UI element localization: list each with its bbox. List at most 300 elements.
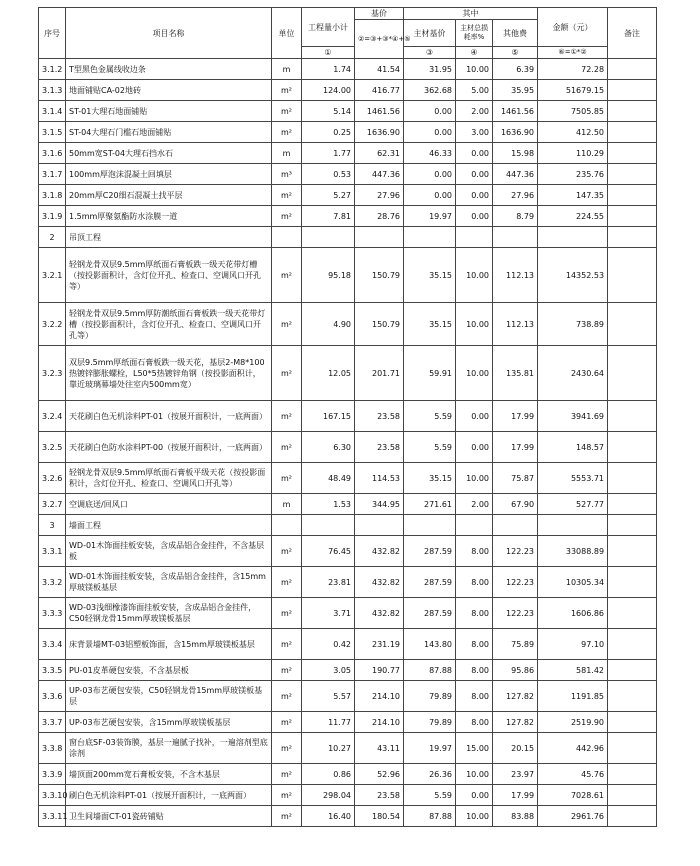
unit-cell: m²	[272, 785, 302, 806]
header-unit: 单位	[272, 8, 302, 59]
qty-cell: 5.27	[302, 185, 355, 206]
main-price-cell: 0.00	[404, 164, 456, 185]
row-number: 3.1.8	[39, 185, 66, 206]
remark-cell	[608, 227, 657, 248]
unit-cell: m²	[272, 122, 302, 143]
row-number: 3.3.3	[39, 598, 66, 629]
item-name: T型黑色金属线收边条	[66, 59, 272, 80]
item-name: 空调底送/回风口	[66, 494, 272, 515]
other-cost-cell: 8.79	[493, 206, 538, 227]
amount-cell: 110.29	[538, 143, 608, 164]
header-mark-loss: ④	[456, 47, 493, 59]
loss-rate-cell: 8.00	[456, 629, 493, 660]
main-price-cell: 79.89	[404, 681, 456, 712]
remark-cell	[608, 598, 657, 629]
header-main-price: 主材基价	[404, 20, 456, 47]
header-seq: 序号	[39, 8, 66, 59]
row-number: 3.2.2	[39, 303, 66, 346]
other-cost-cell: 83.88	[493, 806, 538, 827]
unit-cell: m²	[272, 303, 302, 346]
loss-rate-cell: 0.00	[456, 164, 493, 185]
item-name: 1.5mm厚聚氨酯防水涂膜一道	[66, 206, 272, 227]
table-row	[39, 660, 657, 681]
header-unit-price: 基价	[355, 8, 404, 20]
loss-rate-cell: 10.00	[456, 764, 493, 785]
main-price-cell: 19.97	[404, 206, 456, 227]
qty-cell: 1.53	[302, 494, 355, 515]
loss-rate-cell: 8.00	[456, 660, 493, 681]
item-name: 天花刷白色无机涂料PT-01（按展开面积计，一底两面）	[66, 401, 272, 432]
amount-cell: 72.28	[538, 59, 608, 80]
other-cost-cell: 17.99	[493, 401, 538, 432]
item-name: 地面铺贴CA-02地砖	[66, 80, 272, 101]
qty-cell: 124.00	[302, 80, 355, 101]
other-cost-cell: 23.97	[493, 764, 538, 785]
other-cost-cell: 1636.90	[493, 122, 538, 143]
empty-cell	[302, 227, 355, 248]
item-name: 轻钢龙骨双层9.5mm厚防潮纸面石膏板跌一级天花带灯槽（按投影面积计，含灯位开孔、检查口、空调风口开孔等）	[66, 303, 272, 346]
loss-rate-cell: 8.00	[456, 712, 493, 733]
empty-cell	[404, 227, 456, 248]
unit-cell: m²	[272, 536, 302, 567]
table-row	[39, 629, 657, 660]
table-row	[39, 463, 657, 494]
other-cost-cell: 67.90	[493, 494, 538, 515]
remark-cell	[608, 806, 657, 827]
amount-cell: 5553.71	[538, 463, 608, 494]
table-row	[39, 206, 657, 227]
item-name: UP-03布艺硬包安装，含15mm厚玻镁板基层	[66, 712, 272, 733]
unit-price-cell: 43.11	[355, 733, 404, 764]
table-row	[39, 785, 657, 806]
qty-cell: 0.25	[302, 122, 355, 143]
table-row	[39, 567, 657, 598]
unit-cell: m²	[272, 567, 302, 598]
unit-cell: m²	[272, 733, 302, 764]
other-cost-cell: 112.13	[493, 303, 538, 346]
other-cost-cell: 75.87	[493, 463, 538, 494]
row-number: 2	[39, 227, 66, 248]
qty-cell: 167.15	[302, 401, 355, 432]
empty-cell	[355, 515, 404, 536]
remark-cell	[608, 303, 657, 346]
row-number: 3.3.1	[39, 536, 66, 567]
loss-rate-cell: 8.00	[456, 598, 493, 629]
row-number: 3.1.3	[39, 80, 66, 101]
header-of-which: 其中	[404, 8, 538, 20]
table-row	[39, 346, 657, 401]
amount-cell: 442.96	[538, 733, 608, 764]
loss-rate-cell: 10.00	[456, 463, 493, 494]
other-cost-cell: 447.36	[493, 164, 538, 185]
header-amount-formula: ⑥=①*②	[538, 47, 608, 59]
unit-price-cell: 214.10	[355, 681, 404, 712]
table-row	[39, 80, 657, 101]
other-cost-cell: 122.23	[493, 567, 538, 598]
main-price-cell: 5.59	[404, 785, 456, 806]
table-row	[39, 143, 657, 164]
qty-cell: 0.53	[302, 164, 355, 185]
remark-cell	[608, 494, 657, 515]
table-row	[39, 712, 657, 733]
item-name: 轻钢龙骨双层9.5mm厚纸面石膏板平级天花（按投影面积计，含灯位开孔、检查口、空调风口开孔等）	[66, 463, 272, 494]
table-row	[39, 494, 657, 515]
main-price-cell: 5.59	[404, 432, 456, 463]
remark-cell	[608, 536, 657, 567]
amount-cell: 235.76	[538, 164, 608, 185]
loss-rate-cell: 0.00	[456, 432, 493, 463]
empty-cell	[272, 227, 302, 248]
qty-cell: 298.04	[302, 785, 355, 806]
unit-price-cell: 28.76	[355, 206, 404, 227]
unit-cell: m²	[272, 101, 302, 122]
unit-cell: m²	[272, 463, 302, 494]
row-number: 3.3.5	[39, 660, 66, 681]
item-name: ST-04大理石门槛石地面铺贴	[66, 122, 272, 143]
main-price-cell: 287.59	[404, 567, 456, 598]
table-body	[39, 59, 657, 827]
header-other: 其他费	[493, 20, 538, 47]
unit-cell: m²	[272, 629, 302, 660]
amount-cell: 581.42	[538, 660, 608, 681]
table-row	[39, 101, 657, 122]
row-number: 3.3.2	[39, 567, 66, 598]
other-cost-cell: 135.81	[493, 346, 538, 401]
other-cost-cell: 35.95	[493, 80, 538, 101]
other-cost-cell: 17.99	[493, 432, 538, 463]
amount-cell: 738.89	[538, 303, 608, 346]
unit-price-cell: 1636.90	[355, 122, 404, 143]
amount-cell: 45.76	[538, 764, 608, 785]
row-number: 3.3.10	[39, 785, 66, 806]
loss-rate-cell: 0.00	[456, 143, 493, 164]
loss-rate-cell: 8.00	[456, 536, 493, 567]
unit-price-cell: 201.71	[355, 346, 404, 401]
header-amount: 金额（元）	[538, 8, 608, 47]
other-cost-cell: 122.23	[493, 598, 538, 629]
other-cost-cell: 27.96	[493, 185, 538, 206]
qty-cell: 0.86	[302, 764, 355, 785]
unit-price-cell: 1461.56	[355, 101, 404, 122]
remark-cell	[608, 80, 657, 101]
remark-cell	[608, 101, 657, 122]
table-row	[39, 733, 657, 764]
other-cost-cell: 122.23	[493, 536, 538, 567]
header-unit-price-formula: ②=③+③*④+⑤	[355, 20, 404, 59]
amount-cell: 7505.85	[538, 101, 608, 122]
item-name: WD-01木饰面挂板安装，含成品铝合金挂件，含15mm厚玻镁板基层	[66, 567, 272, 598]
main-price-cell: 87.88	[404, 660, 456, 681]
remark-cell	[608, 59, 657, 80]
qty-cell: 95.18	[302, 248, 355, 303]
main-price-cell: 31.95	[404, 59, 456, 80]
main-price-cell: 26.36	[404, 764, 456, 785]
amount-cell: 14352.53	[538, 248, 608, 303]
loss-rate-cell: 0.00	[456, 401, 493, 432]
row-number: 3.1.7	[39, 164, 66, 185]
unit-cell: m²	[272, 248, 302, 303]
unit-cell: m²	[272, 401, 302, 432]
header-name: 项目名称	[66, 8, 272, 59]
other-cost-cell: 20.15	[493, 733, 538, 764]
main-price-cell: 59.91	[404, 346, 456, 401]
amount-cell: 1191.85	[538, 681, 608, 712]
table-row	[39, 536, 657, 567]
item-name: 20mm厚C20细石混凝土找平层	[66, 185, 272, 206]
amount-cell: 2961.76	[538, 806, 608, 827]
item-name: 天花刷白色防水涂料PT-00（按展开面积计，一底两面）	[66, 432, 272, 463]
header-mark-other: ⑤	[493, 47, 538, 59]
unit-price-cell: 190.77	[355, 660, 404, 681]
row-number: 3.3.8	[39, 733, 66, 764]
row-number: 3.2.4	[39, 401, 66, 432]
empty-cell	[404, 515, 456, 536]
amount-cell: 10305.34	[538, 567, 608, 598]
empty-cell	[538, 227, 608, 248]
other-cost-cell: 127.82	[493, 681, 538, 712]
qty-cell: 3.71	[302, 598, 355, 629]
unit-price-cell: 432.82	[355, 567, 404, 598]
empty-cell	[272, 515, 302, 536]
remark-cell	[608, 206, 657, 227]
empty-cell	[302, 515, 355, 536]
section-row	[39, 227, 657, 248]
remark-cell	[608, 515, 657, 536]
table-row	[39, 681, 657, 712]
unit-price-cell: 150.79	[355, 248, 404, 303]
main-price-cell: 0.00	[404, 185, 456, 206]
empty-cell	[493, 515, 538, 536]
row-number: 3.3.9	[39, 764, 66, 785]
item-name: 轻钢龙骨双层9.5mm厚纸面石膏板跌一级天花带灯槽（按投影面积计，含灯位开孔、检查口、空调风口开孔等）	[66, 248, 272, 303]
remark-cell	[608, 185, 657, 206]
item-name: 窗台底SF-03装饰膜，基层一遍腻子找补，一遍溶剂型底涂剂	[66, 733, 272, 764]
loss-rate-cell: 10.00	[456, 59, 493, 80]
unit-cell: m²	[272, 681, 302, 712]
table-row	[39, 185, 657, 206]
amount-cell: 2519.90	[538, 712, 608, 733]
unit-cell: m²	[272, 346, 302, 401]
item-name: 刷白色无机涂料PT-01（按展开面积计，一底两面）	[66, 785, 272, 806]
unit-price-cell: 447.36	[355, 164, 404, 185]
amount-cell: 51679.15	[538, 80, 608, 101]
main-price-cell: 271.61	[404, 494, 456, 515]
qty-cell: 7.81	[302, 206, 355, 227]
loss-rate-cell: 8.00	[456, 567, 493, 598]
table-row	[39, 248, 657, 303]
unit-price-cell: 432.82	[355, 598, 404, 629]
row-number: 3.3.6	[39, 681, 66, 712]
unit-price-cell: 62.31	[355, 143, 404, 164]
item-name: 床背景墙MT-03铝塑板饰面，含15mm厚玻镁板基层	[66, 629, 272, 660]
unit-cell: m²	[272, 660, 302, 681]
unit-price-cell: 150.79	[355, 303, 404, 346]
unit-cell: m	[272, 59, 302, 80]
empty-cell	[355, 227, 404, 248]
item-name: WD-03浅细橡漆饰面挂板安装，含成品铝合金挂件，C50轻钢龙骨15mm厚玻镁板基层	[66, 598, 272, 629]
item-name: ST-01大理石地面铺贴	[66, 101, 272, 122]
empty-cell	[538, 515, 608, 536]
item-name: 100mm厚泡沫混凝土回填层	[66, 164, 272, 185]
unit-price-cell: 23.58	[355, 785, 404, 806]
remark-cell	[608, 122, 657, 143]
main-price-cell: 87.88	[404, 806, 456, 827]
main-price-cell: 0.00	[404, 101, 456, 122]
item-name: 墙顶面200mm宽石膏板安装，不含木基层	[66, 764, 272, 785]
unit-cell: m	[272, 494, 302, 515]
loss-rate-cell: 0.00	[456, 785, 493, 806]
unit-cell: m²	[272, 185, 302, 206]
loss-rate-cell: 0.00	[456, 185, 493, 206]
unit-cell: m²	[272, 598, 302, 629]
qty-cell: 1.74	[302, 59, 355, 80]
qty-cell: 1.77	[302, 143, 355, 164]
amount-cell: 527.77	[538, 494, 608, 515]
qty-cell: 11.77	[302, 712, 355, 733]
remark-cell	[608, 660, 657, 681]
unit-cell: m	[272, 143, 302, 164]
remark-cell	[608, 567, 657, 598]
table-header	[39, 8, 657, 59]
unit-cell: m²	[272, 764, 302, 785]
main-price-cell: 19.97	[404, 733, 456, 764]
remark-cell	[608, 764, 657, 785]
qty-cell: 6.30	[302, 432, 355, 463]
row-number: 3.2.7	[39, 494, 66, 515]
unit-price-cell: 432.82	[355, 536, 404, 567]
unit-cell: m²	[272, 712, 302, 733]
main-price-cell: 35.15	[404, 463, 456, 494]
unit-price-cell: 41.54	[355, 59, 404, 80]
table-row	[39, 59, 657, 80]
amount-cell: 3941.69	[538, 401, 608, 432]
remark-cell	[608, 681, 657, 712]
unit-cell: m²	[272, 432, 302, 463]
item-name: 50mm宽ST-04大理石挡水石	[66, 143, 272, 164]
item-name: UP-03布艺硬包安装，C50轻钢龙骨15mm厚玻镁板基层	[66, 681, 272, 712]
header-mark-qty: ①	[302, 47, 355, 59]
cost-table	[38, 7, 657, 827]
unit-price-cell: 344.95	[355, 494, 404, 515]
loss-rate-cell: 3.00	[456, 122, 493, 143]
unit-price-cell: 23.58	[355, 401, 404, 432]
main-price-cell: 287.59	[404, 536, 456, 567]
row-number: 3.1.9	[39, 206, 66, 227]
main-price-cell: 35.15	[404, 248, 456, 303]
main-price-cell: 0.00	[404, 122, 456, 143]
main-price-cell: 143.80	[404, 629, 456, 660]
loss-rate-cell: 2.00	[456, 101, 493, 122]
qty-cell: 76.45	[302, 536, 355, 567]
loss-rate-cell: 2.00	[456, 494, 493, 515]
loss-rate-cell: 8.00	[456, 681, 493, 712]
remark-cell	[608, 432, 657, 463]
item-name: 墙面工程	[66, 515, 272, 536]
other-cost-cell: 127.82	[493, 712, 538, 733]
qty-cell: 48.49	[302, 463, 355, 494]
main-price-cell: 46.33	[404, 143, 456, 164]
empty-cell	[456, 515, 493, 536]
remark-cell	[608, 143, 657, 164]
unit-cell: m³	[272, 164, 302, 185]
remark-cell	[608, 248, 657, 303]
unit-price-cell: 214.10	[355, 712, 404, 733]
remark-cell	[608, 463, 657, 494]
other-cost-cell: 15.98	[493, 143, 538, 164]
item-name: 吊顶工程	[66, 227, 272, 248]
loss-rate-cell: 10.00	[456, 346, 493, 401]
item-name: WD-01木饰面挂板安装，含成品铝合金挂件，不含基层板	[66, 536, 272, 567]
row-number: 3.2.5	[39, 432, 66, 463]
section-row	[39, 515, 657, 536]
remark-cell	[608, 164, 657, 185]
loss-rate-cell: 10.00	[456, 303, 493, 346]
header-mark-main: ③	[404, 47, 456, 59]
item-name: PU-01皮革硬包安装，不含基层板	[66, 660, 272, 681]
unit-price-cell: 114.53	[355, 463, 404, 494]
loss-rate-cell: 10.00	[456, 248, 493, 303]
table-row	[39, 764, 657, 785]
main-price-cell: 287.59	[404, 598, 456, 629]
main-price-cell: 362.68	[404, 80, 456, 101]
cost-table-sheet	[38, 7, 657, 827]
qty-cell: 4.90	[302, 303, 355, 346]
item-name: 卫生间墙面CT-01瓷砖铺贴	[66, 806, 272, 827]
qty-cell: 10.27	[302, 733, 355, 764]
unit-price-cell: 416.77	[355, 80, 404, 101]
row-number: 3.3.7	[39, 712, 66, 733]
row-number: 3.2.3	[39, 346, 66, 401]
qty-cell: 5.14	[302, 101, 355, 122]
amount-cell: 412.50	[538, 122, 608, 143]
row-number: 3.1.4	[39, 101, 66, 122]
unit-cell: m²	[272, 206, 302, 227]
remark-cell	[608, 401, 657, 432]
item-name: 双层9.5mm厚纸面石膏板跌一级天花，基层2-M8*100热镀锌膨胀螺栓，L50*5热镀锌角钢（按投影面积计，靠近玻璃幕墙处往室内500mm宽）	[66, 346, 272, 401]
remark-cell	[608, 346, 657, 401]
main-price-cell: 79.89	[404, 712, 456, 733]
loss-rate-cell: 15.00	[456, 733, 493, 764]
unit-cell: m²	[272, 80, 302, 101]
row-number: 3.2.6	[39, 463, 66, 494]
unit-price-cell: 180.54	[355, 806, 404, 827]
qty-cell: 12.05	[302, 346, 355, 401]
main-price-cell: 5.59	[404, 401, 456, 432]
loss-rate-cell: 5.00	[456, 80, 493, 101]
unit-cell: m²	[272, 806, 302, 827]
remark-cell	[608, 733, 657, 764]
other-cost-cell: 112.13	[493, 248, 538, 303]
loss-rate-cell: 10.00	[456, 806, 493, 827]
header-remark: 备注	[608, 8, 657, 59]
table-row	[39, 401, 657, 432]
empty-cell	[493, 227, 538, 248]
table-row	[39, 432, 657, 463]
table-row	[39, 598, 657, 629]
unit-price-cell: 23.58	[355, 432, 404, 463]
amount-cell: 97.10	[538, 629, 608, 660]
qty-cell: 3.05	[302, 660, 355, 681]
table-row	[39, 122, 657, 143]
row-number: 3.3.4	[39, 629, 66, 660]
row-number: 3.3.11	[39, 806, 66, 827]
row-number: 3.1.5	[39, 122, 66, 143]
row-number: 3.1.2	[39, 59, 66, 80]
table-row	[39, 164, 657, 185]
amount-cell: 224.55	[538, 206, 608, 227]
table-row	[39, 303, 657, 346]
main-price-cell: 35.15	[404, 303, 456, 346]
